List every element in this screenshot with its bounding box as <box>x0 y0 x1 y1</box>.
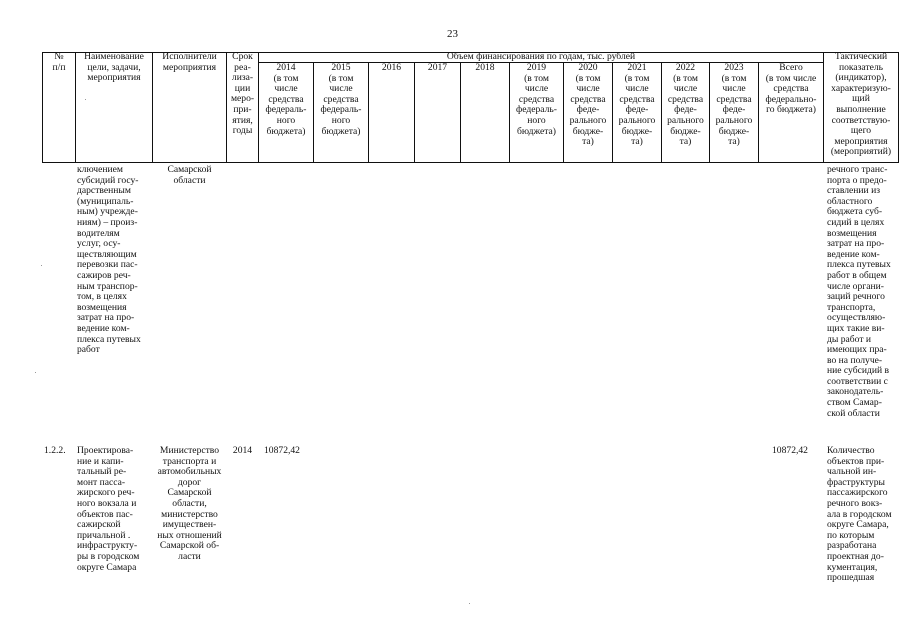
row2-num: 1.2.2. <box>44 445 66 456</box>
header-year-2021: 2021 (в том числе средства феде- рального бюдже- та) <box>618 62 656 148</box>
row2-value-2014: 10872,42 <box>264 445 300 456</box>
scan-speck <box>469 603 470 604</box>
row1-name: ключением субсидий госу- дарственным (муниципаль- ным) учрежде- ниям) – произ- водителям услуг, осу- ществляющим перевозки пас- сажиров реч- ным транспор- том, в целях возмещения затрат на про- ведение ком- плекса путевых работ <box>77 164 141 356</box>
scan-speck <box>35 372 36 373</box>
row1-executors: Самарской области <box>167 164 212 186</box>
page-number: 23 <box>447 28 458 40</box>
header-year-2018: 2018 <box>475 62 495 73</box>
row2-term: 2014 <box>232 445 253 456</box>
header-year-2015: 2015 (в том числе средства федераль- ного бюджета) <box>320 62 362 137</box>
scan-speck <box>85 99 86 100</box>
header-year-2014: 2014 (в том числе средства федераль- ного бюджета) <box>265 62 307 137</box>
row2-name: Проектирова- ние и капи- тальный ре- монт пасса- жирского реч- ного вокзала и объектов пас- сажирской причальной . инфраструкту- ры в городском округе Самара <box>77 445 140 573</box>
header-executors: Исполнители мероприятия <box>162 51 217 73</box>
header-name: Наименование цели, задачи, мероприятия <box>84 51 144 84</box>
header-term: Срок реа- лиза- ции меро- при- ятия, годы <box>230 51 255 137</box>
row2-indicator: Количество объектов при- чальной ин- фраструктуры пассажирского речного вокз- ала в городском округе Самара, по которым разработана проектная до- кументация, прошедшая <box>827 445 892 584</box>
header-year-2023: 2023 (в том числе средства феде- рального бюдже- та) <box>715 62 753 148</box>
row2-executors: Министерство транспорта и автомобильных дорог Самарской области, министерство имуществен- ных отношений Самарской об- ласти <box>157 445 222 562</box>
header-total: Всего (в том числе средства федерально- го бюджета) <box>765 62 817 116</box>
header-funding: Объем финансирования по годам, тыс. рублей <box>446 51 636 62</box>
row2-value-total: 10872,42 <box>772 445 808 456</box>
header-year-2017: 2017 <box>427 62 448 73</box>
header-year-2020: 2020 (в том числе средства феде- рального бюдже- та) <box>569 62 607 148</box>
header-indicator: Тактический показатель (индикатор), характеризую- щий выполнение соответствую- щего мероприятия (мероприятий) <box>830 51 892 158</box>
header-year-2022: 2022 (в том числе средства феде- рального бюдже- та) <box>667 62 704 148</box>
header-num: № п/п <box>52 51 66 73</box>
header-year-2016: 2016 <box>381 62 402 73</box>
scan-speck <box>41 265 42 266</box>
row1-indicator: речного транс- порта о предо- ставлении из областного бюджета суб- сидий в целях возмещения затрат на про- ведение ком- плекса путевых работ в общем числе органи- заций речного транспорта, осуществляю- щих такие ви- ды работ и имеющих пра- во на получе- ние субсидий в соответствии с законодатель- ством Самар- ской области <box>827 164 891 419</box>
header-year-2019: 2019 (в том числе средства федераль- ного бюджета) <box>516 62 557 137</box>
